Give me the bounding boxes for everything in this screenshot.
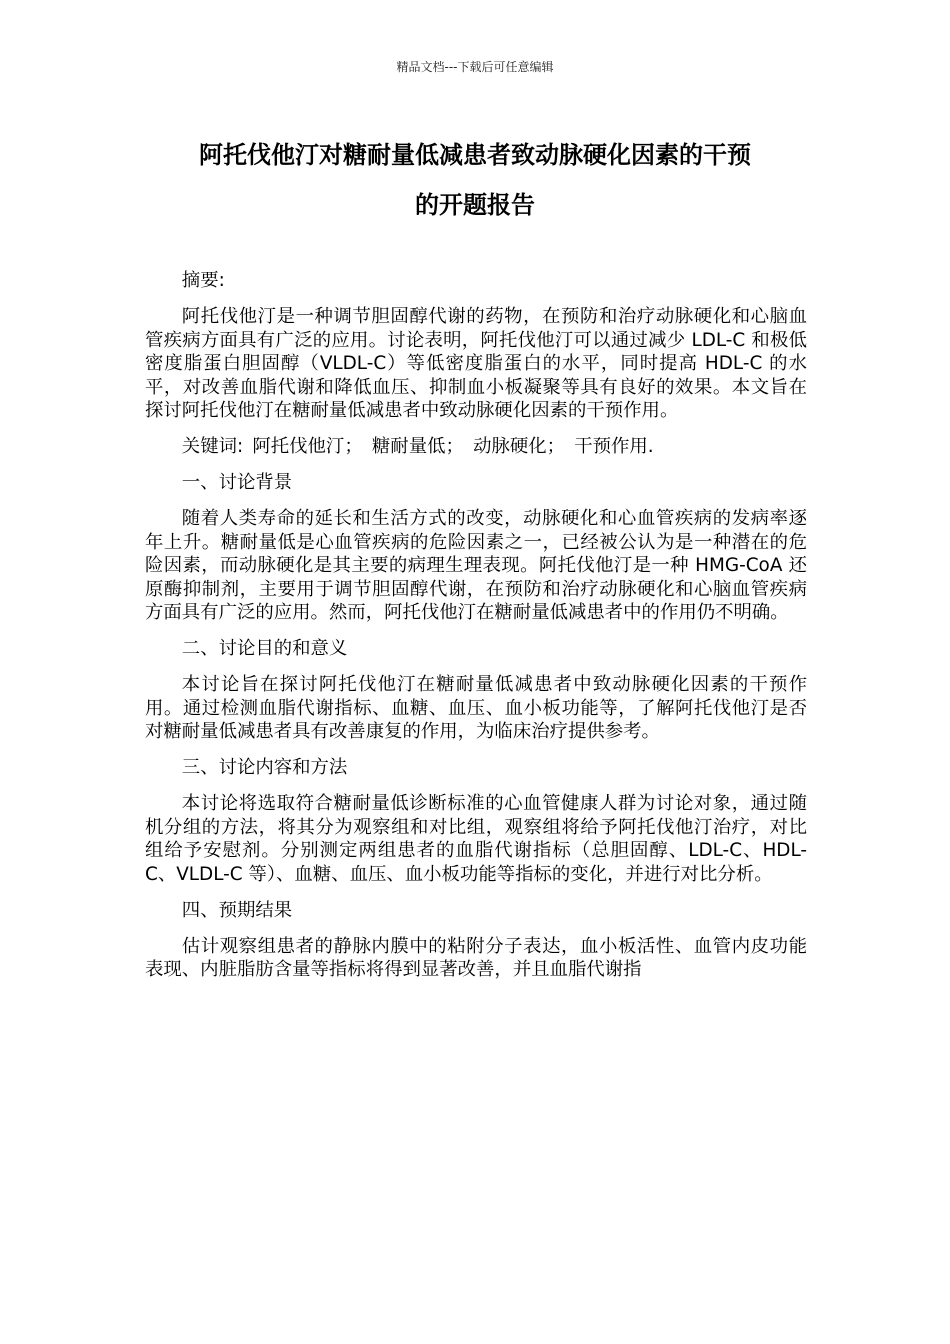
keywords-label: 关键词:: [181, 436, 244, 457]
document-title: [140, 130, 810, 230]
title-line-1: 阿托伐他汀对糖耐量低减患者致动脉硬化因素的干预: [199, 141, 751, 169]
section-body-methods: 本讨论将选取符合糖耐量低诊断标准的心血管健康人群为讨论对象，通过随机分组的方法，将其分为观察组和对比组，观察组将给予阿托伐他汀治疗，对比组给予安慰剂。分别测定两组患者的血脂代谢指标（总胆固醇、LDL-C、HDL-C、VLDL-C 等）、血糖、血压、血小板功能等指标的变化，并进行对比分析。: [145, 793, 807, 885]
section-heading-expected-results: 四、预期结果: [181, 899, 293, 921]
abstract-label: 摘要:: [181, 270, 225, 291]
page-header: 精品文档---下载后可任意编辑: [396, 60, 554, 74]
keywords-line: [145, 435, 807, 459]
document-body: [145, 269, 807, 994]
section-body-expected-results: 估计观察组患者的静脉内膜中的粘附分子表达，血小板活性、血管内皮功能表现、内脏脂肪含量等指标将得到显著改善，并且血脂代谢指: [145, 935, 807, 980]
keyword-item: 干预作用.: [574, 436, 654, 457]
section-heading-purpose: 二、讨论目的和意义: [181, 638, 348, 659]
abstract-paragraph: 阿托伐他汀是一种调节胆固醇代谢的药物，在预防和治疗动脉硬化和心脑血管疾病方面具有广泛的应用。讨论表明，阿托伐他汀可以通过减少 LDL-C 和极低密度脂蛋白胆固醇（VLDL-C）等低密度脂蛋白的水平，同时提高 HDL-C 的水平，对改善血脂代谢和降低血压、抑制血小板凝聚等具有良好的效果。本文旨在探讨阿托伐他汀在糖耐量低减患者中致动脉硬化因素的干预作用。: [145, 306, 807, 421]
section-body-purpose: 本讨论旨在探讨阿托伐他汀在糖耐量低减患者中致动脉硬化因素的干预作用。通过检测血脂代谢指标、血糖、血压、血小板功能等，了解阿托伐他汀是否对糖耐量低减患者具有改善康复的作用，为临床治疗提供参考。: [145, 674, 807, 742]
title-line-2: 的开题报告: [415, 191, 535, 219]
section-body-background: 随着人类寿命的延长和生活方式的改变，动脉硬化和心血管疾病的发病率逐年上升。糖耐量低是心血管疾病的危险因素之一，已经被公认为是一种潜在的危险因素，而动脉硬化是其主要的病理生理表现。阿托伐他汀是一种 HMG-CoA 还原酶抑制剂，主要用于调节胆固醇代谢，在预防和治疗动脉硬化和心脑血管疾病方面具有广泛的应用。然而，阿托伐他汀在糖耐量低减患者中的作用仍不明确。: [145, 508, 807, 623]
keyword-item: 动脉硬化；: [473, 436, 566, 457]
keyword-item: 阿托伐他汀；: [252, 436, 363, 457]
keyword-item: 糖耐量低；: [371, 436, 464, 457]
section-heading-background: 一、讨论背景: [181, 472, 293, 493]
section-heading-methods: 三、讨论内容和方法: [181, 757, 348, 778]
